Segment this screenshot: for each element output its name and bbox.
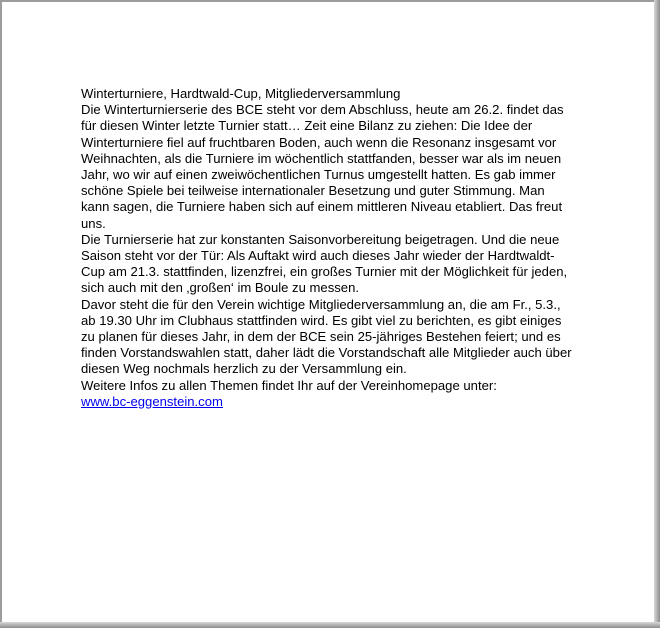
text-line: Saison steht vor der Tür: Als Auftakt wird auch dieses Jahr wieder der Hardtwaldt- [81,248,555,264]
page-shadow-bottom [0,622,660,628]
website-link[interactable]: www.bc-eggenstein.com [81,393,223,409]
text-line: uns. [81,215,106,231]
text-line: Weihnachten, als die Turniere im wöchentlich stattfanden, besser war als im neuen [81,150,562,166]
text-line: Jahr, wo wir auf einen zweiwöchentlichen Turnus umgestellt hatten. Es gab immer [81,167,556,183]
text-line: diesen Weg nochmals herzlich zu der Versammlung ein. [81,361,407,377]
text-line: Die Winterturnierserie des BCE steht vor dem Abschluss, heute am 26.2. findet das [81,102,564,118]
document-page [2,2,654,622]
text-line: Davor steht die für den Verein wichtige Mitgliederversammlung an, die am Fr., 5.3., [81,296,561,312]
text-line: kann sagen, die Turniere haben sich auf einem mittleren Niveau etabliert. Das freut [81,199,563,215]
text-line: sich auch mit den ‚großen‘ im Boule zu messen. [81,280,360,296]
text-line: schöne Spiele bei teilweise internationaler Besetzung und guter Stimmung. Man [81,183,545,199]
page-shadow-right [654,0,660,628]
text-line: finden Vorstandswahlen statt, daher lädt die Vorstandschaft alle Mitglieder auch über [81,345,572,361]
text-line: zu planen für dieses Jahr, in dem der BCE sein 25-jähriges Bestehen feiert; und es [81,329,561,345]
text-line: ab 19.30 Uhr im Clubhaus stattfinden wird. Es gibt viel zu berichten, es gibt einiges [81,312,562,328]
text-line: für diesen Winter letzte Turnier statt… Zeit eine Bilanz zu ziehen: Die Idee der [81,118,533,134]
text-line: Winterturniere fiel auf fruchtbaren Boden, auch wenn die Resonanz insgesamt vor [81,134,557,150]
text-line: Cup am 21.3. stattfinden, lizenzfrei, ein großes Turnier mit der Möglichkeit für jeden, [81,264,568,280]
document-body [81,86,581,410]
document-title: Winterturniere, Hardtwald-Cup, Mitgliederversammlung [81,86,401,101]
text-line: Die Turnierserie hat zur konstanten Saisonvorbereitung beigetragen. Und die neue [81,231,560,247]
text-line: Weitere Infos zu allen Themen findet Ihr auf der Vereinhomepage unter: [81,377,497,393]
